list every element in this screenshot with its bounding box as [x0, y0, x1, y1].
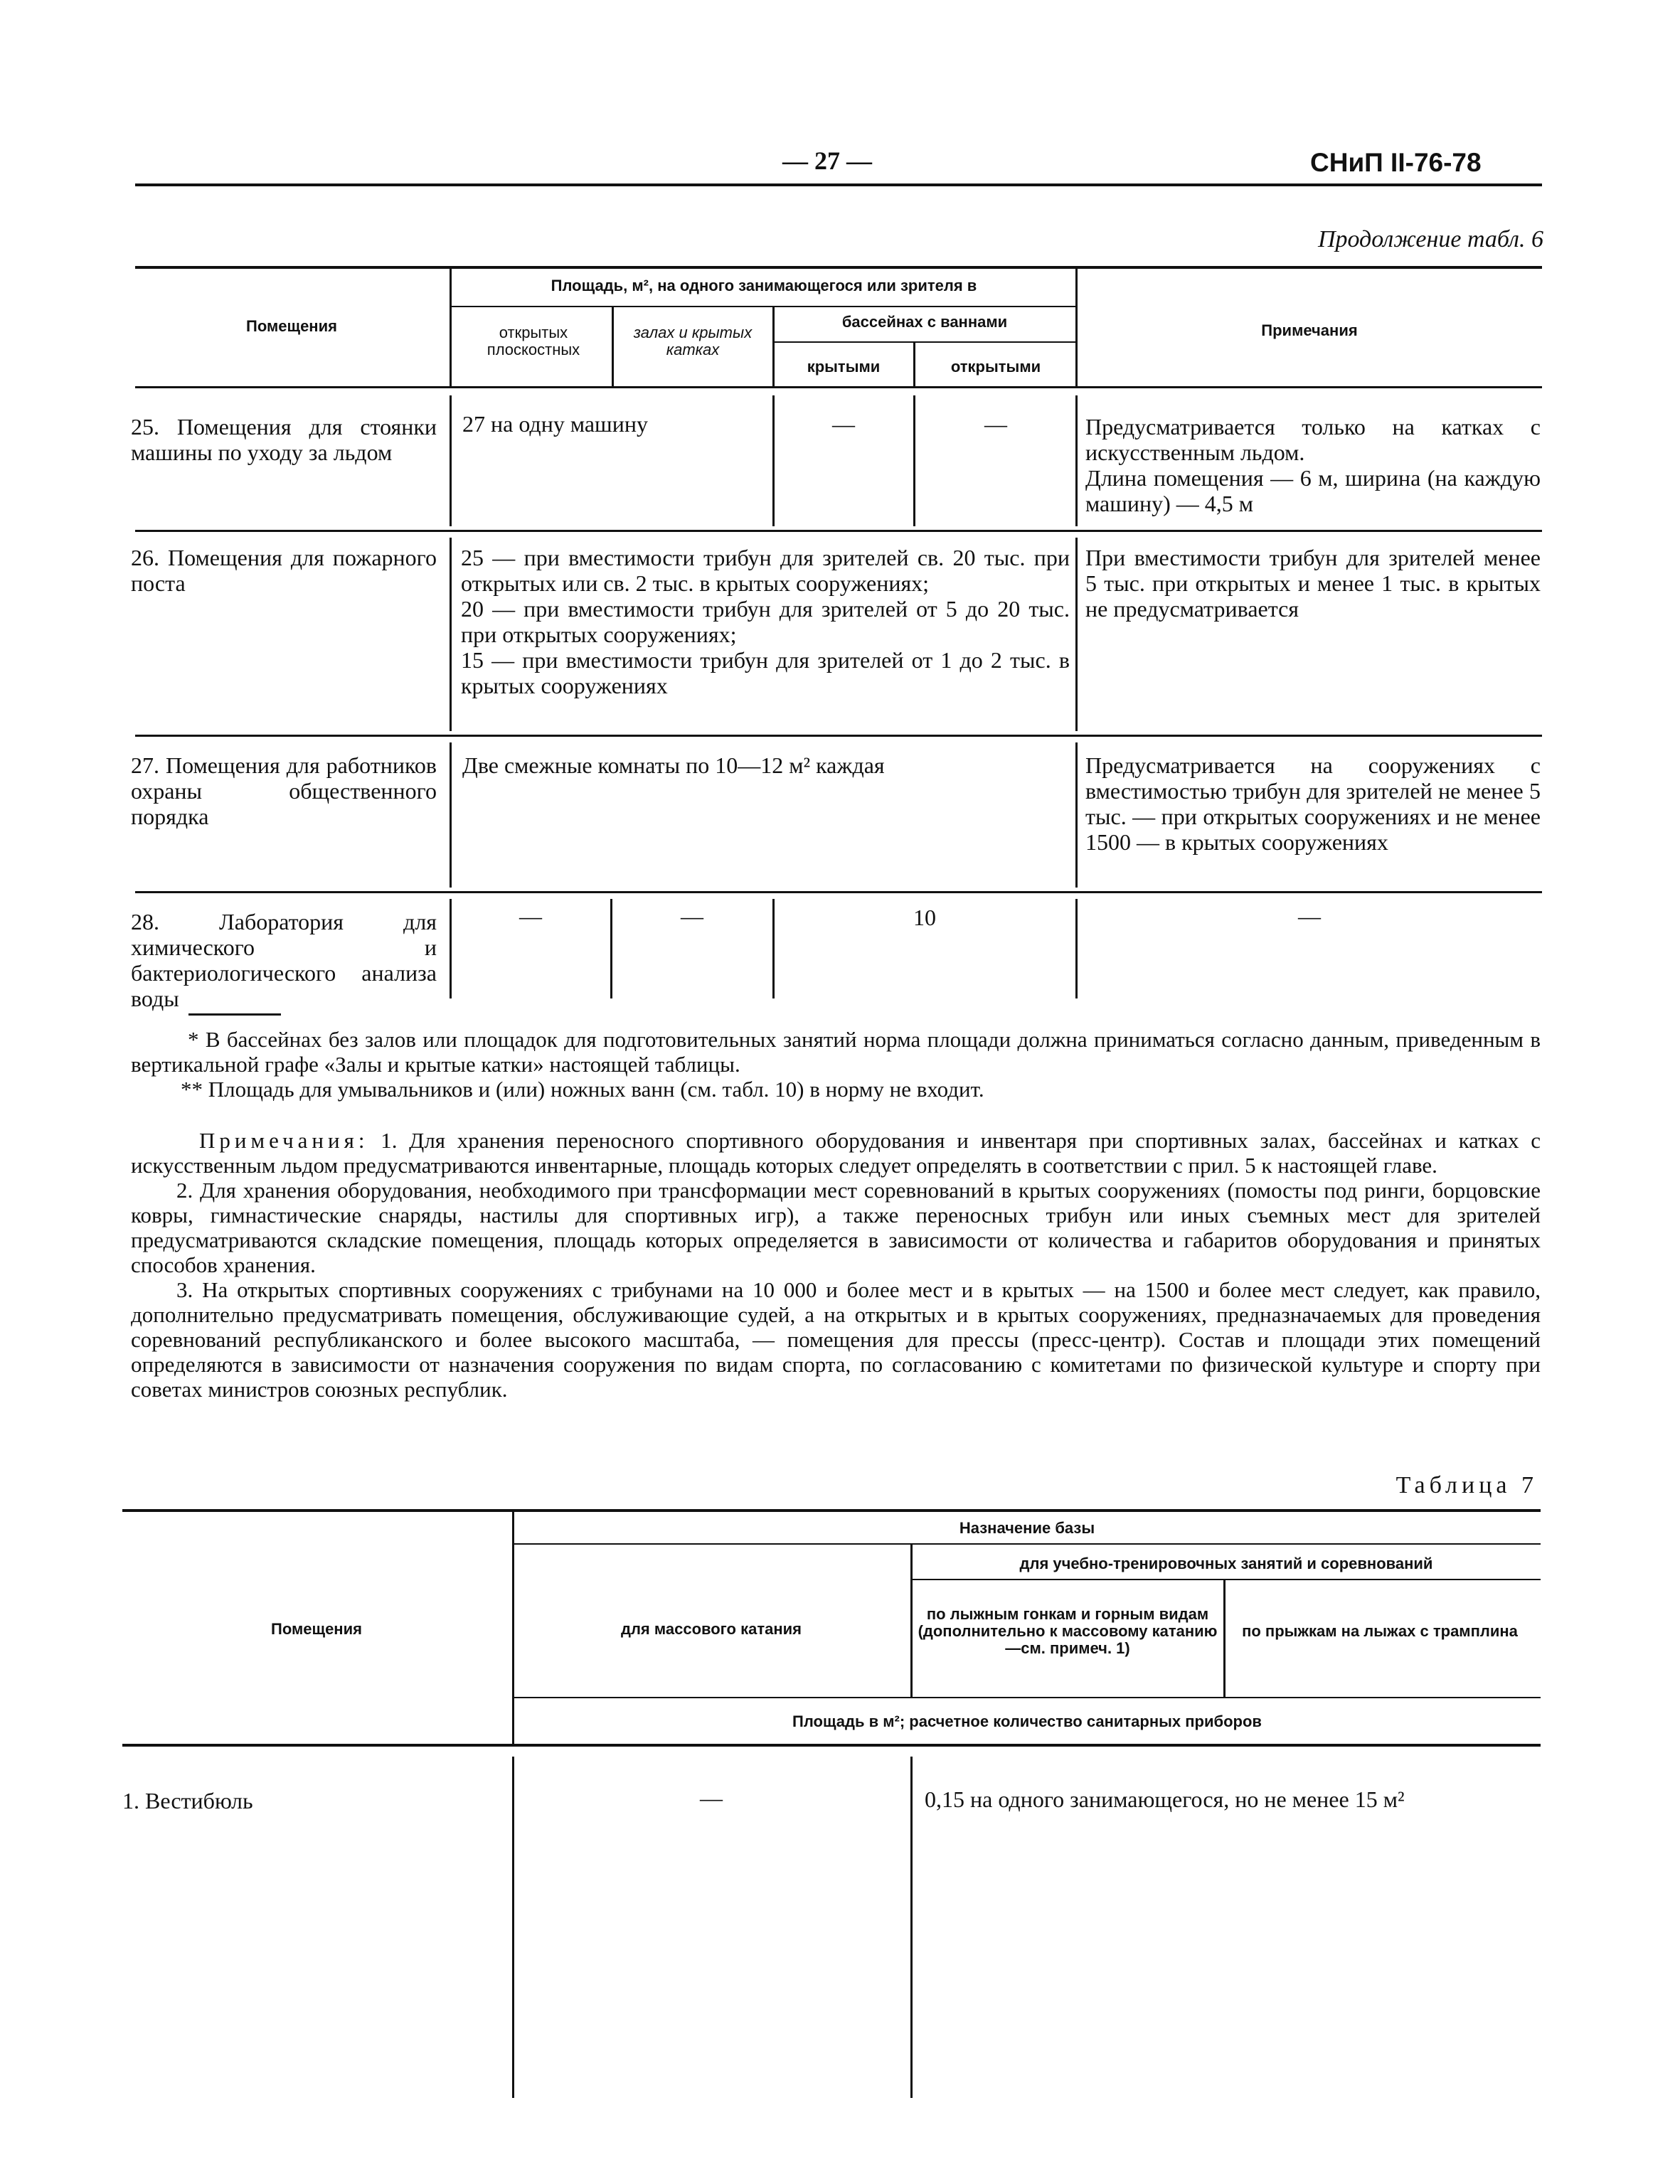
- notes-title: Примечания:: [199, 1128, 369, 1153]
- t6-row27-area: Две смежные комнаты по 10—12 м² каждая: [462, 752, 885, 778]
- table7-title: Таблица 7: [1395, 1472, 1538, 1498]
- doc-code: СНиП II-76-78: [1310, 148, 1482, 177]
- t6-header-pools-group: бассейнах с ваннами: [841, 313, 1008, 331]
- t6-row26-note: При вместимости трибун для зрителей менее 5 тыс. при открытых и менее 1 тыс. в крытых не предусматривается: [1085, 545, 1541, 622]
- t7-header-training-group: для учебно-тренировочных занятий и соревнований: [1019, 1555, 1433, 1572]
- t6-row25-note: Предусматривается только на катках с искусственным льдом. Длина помещения — 6 м, ширина (на каждую машину) — 4,5 м: [1085, 414, 1541, 516]
- t7-header-purpose: Назначение базы: [959, 1519, 1095, 1537]
- t6-row28-pools: 10: [913, 905, 936, 930]
- t7-header-rooms: Помещения: [271, 1620, 362, 1638]
- t6-row26-name: 26. Помещения для пожарного поста: [131, 545, 437, 596]
- t6-header-area-group: Площадь, м², на одного занимающегося или зрителя в: [551, 277, 977, 294]
- t6-row25-covered: —: [832, 411, 855, 437]
- t6-header-open-flat: открытых плоскостных: [487, 324, 580, 358]
- t7-row1-mass: —: [700, 1785, 723, 1811]
- t7-row1-training: 0,15 на одного занимающегося, но не менее 15 м²: [925, 1786, 1405, 1812]
- t6-header-halls: залах и крытых катках: [633, 324, 753, 358]
- footnote-2: ** Площадь для умывальников и (или) ножных ванн (см. табл. 10) в норму не входит.: [181, 1077, 984, 1102]
- t6-row27-note: Предусматривается на сооружениях с вместимостью трибун для зрителей не менее 5 тыс. — при открытых сооружениях и не менее 1500 — в крытых сооружениях: [1085, 752, 1541, 855]
- footnote-1: * В бассейнах без залов или площадок для подготовительных занятий норма площади должна приниматься согласно данным, приведенным в вертикальной графе «Залы и крытые катки» настоящей таблицы.: [131, 1027, 1541, 1077]
- t6-row28-name: 28. Лаборатория для химического и бактериологического анализа воды: [131, 909, 437, 1011]
- table6-continuation: Продолжение табл. 6: [1317, 226, 1543, 252]
- t6-row28-open-flat: —: [519, 903, 542, 929]
- t6-header-notes: Примечания: [1261, 321, 1358, 339]
- note-1: 1. Для хранения переносного спортивного оборудования и инвентаря при спортивных залах, бассейнах и катках с искусственным льдом предусматриваются инвентарные, площадь которых следует определять в соответствии с прил. 5 к настоящей главе.: [131, 1128, 1541, 1178]
- t6-row25-open: —: [984, 411, 1007, 437]
- t6-row28-note: —: [1298, 903, 1321, 929]
- t6-header-rooms: Помещения: [246, 317, 337, 335]
- t6-row28-halls: —: [681, 903, 703, 929]
- t6-row25-open-flat: 27 на одну машину: [462, 411, 648, 437]
- note-3: 3. На открытых спортивных сооружениях с трибунами на 10 000 и более мест и в крытых — на 1500 и более мест следует, как правило, дополнительно предусматривать помещения, обслуживающие судей, а на открытых и в крытых сооружениях, предназначаемых для проведения соревнований республиканского и более высокого масштаба, — помещения для прессы (пресс-центр). Состав и площади этих помещений определяются в зависимости от назначения сооружения по видам спорта, по согласованию с комитетами по физической культуре и спорту при советах министров союзных республик.: [131, 1277, 1541, 1402]
- page-number: — 27 —: [782, 147, 872, 175]
- t7-row1-name: 1. Вестибюль: [122, 1788, 253, 1813]
- t6-header-covered: крытыми: [807, 358, 881, 375]
- t7-header-area-row: Площадь в м²; расчетное количество санитарных приборов: [792, 1712, 1262, 1730]
- notes-block: [131, 1128, 1541, 1402]
- t7-header-ski-racing: по лыжным гонкам и горным видам (дополнительно к массовому катанию—см. примеч. 1): [918, 1605, 1218, 1657]
- t7-header-mass: для массового катания: [620, 1620, 802, 1638]
- t6-row27-name: 27. Помещения для работников охраны общественного порядка: [131, 752, 437, 829]
- t6-row25-name: 25. Помещения для стоянки машины по уходу за льдом: [131, 414, 437, 465]
- t6-row26-area: 25 — при вместимости трибун для зрителей св. 20 тыс. при открытых или св. 2 тыс. в крытых сооружениях; 20 — при вместимости трибун для зрителей от 5 до 20 тыс. при открытых сооружениях; 15 — при вместимости трибун для зрителей от 1 до 2 тыс. в крытых сооружениях: [461, 545, 1070, 698]
- note-2: 2. Для хранения оборудования, необходимого при трансформации мест соревнований в крытых сооружениях (помосты под ринги, борцовские ковры, гимнастические снаряды, настилы для спортивных игр), а также переносных трибун или иных съемных мест для зрителей предусматриваются складские помещения, площадь которых определяется в зависимости от количества и габаритов оборудования и принятых способов хранения.: [131, 1178, 1541, 1277]
- header-rule: [135, 183, 1542, 186]
- t6-header-open: открытыми: [950, 358, 1041, 375]
- t7-header-ski-jumping: по прыжкам на лыжах с трамплина: [1242, 1622, 1518, 1640]
